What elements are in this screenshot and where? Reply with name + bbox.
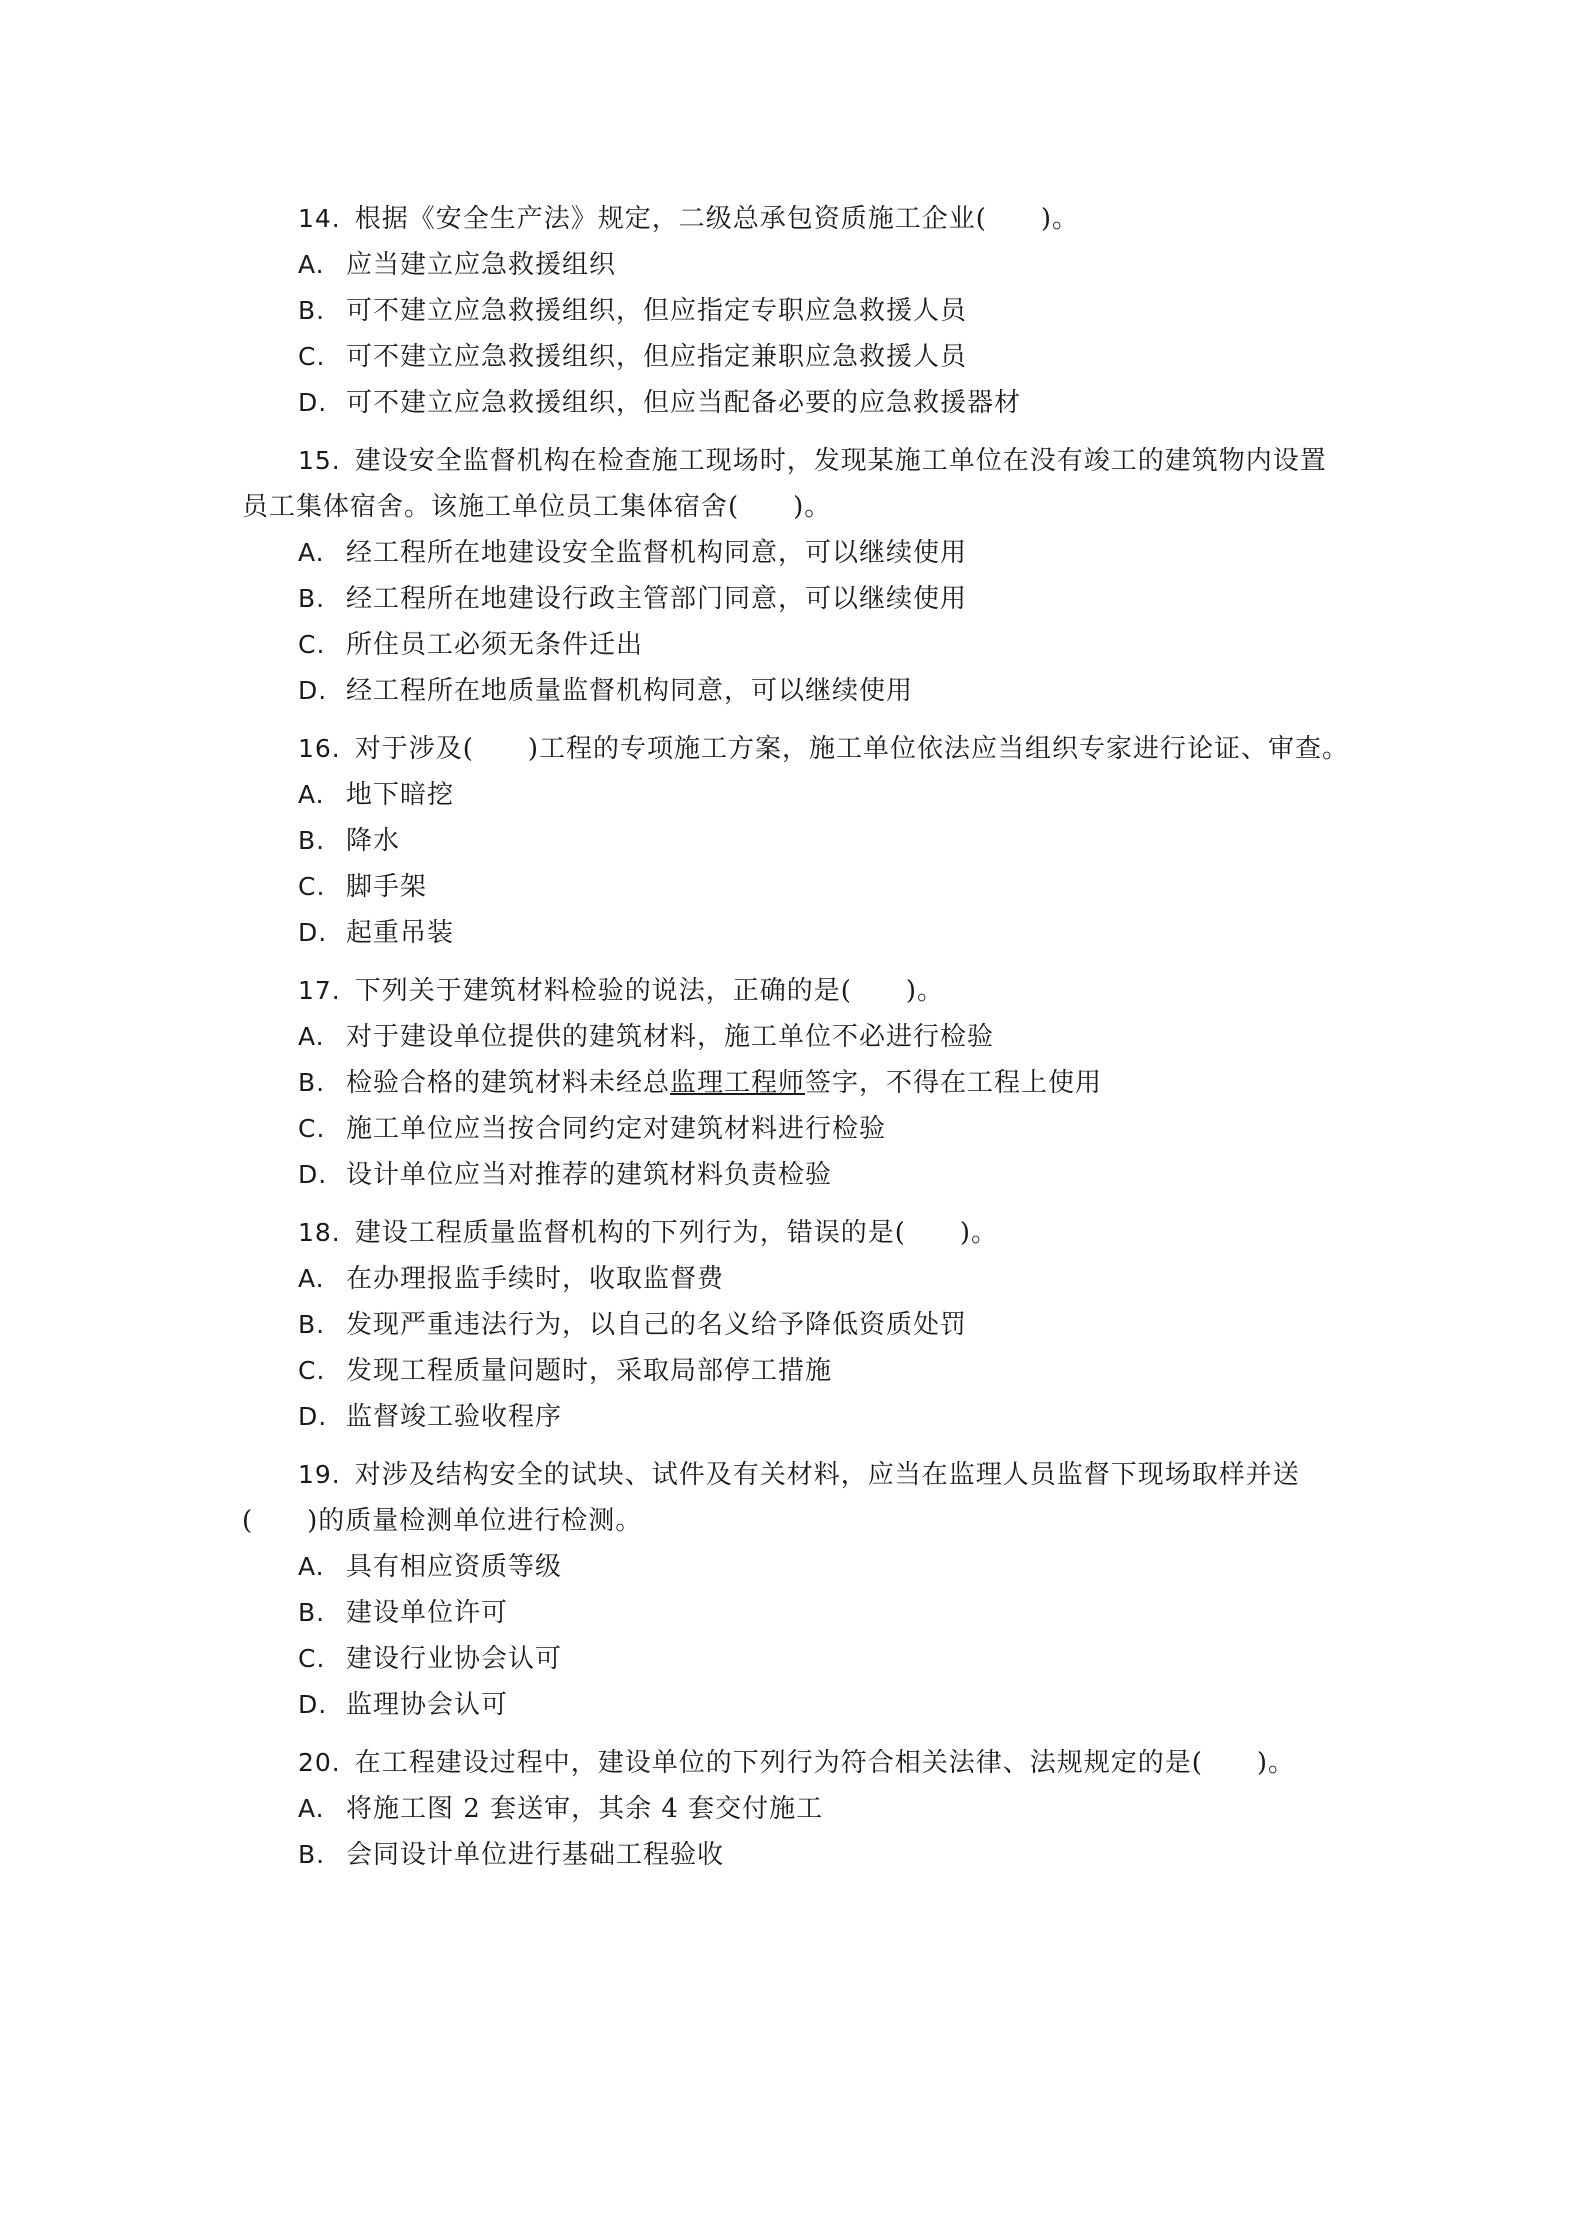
option-c bbox=[242, 334, 1352, 380]
question-stem bbox=[242, 438, 1352, 530]
option-a bbox=[242, 772, 1352, 818]
question-number: 19. bbox=[298, 1460, 341, 1489]
question-stem bbox=[242, 1740, 1352, 1786]
option-letter: B. bbox=[298, 1598, 326, 1627]
question-text: 建设安全监督机构在检查施工现场时，发现某施工单位在没有竣工的建筑物内设置员工集体宿舍。该施工单位员工集体宿舍( )。 bbox=[242, 446, 1327, 522]
option-text: 具有相应资质等级 bbox=[346, 1552, 563, 1582]
option-text: 可不建立应急救援组织，但应当配备必要的应急救援器材 bbox=[346, 388, 1022, 418]
option-text: 对于建设单位提供的建筑材料，施工单位不必进行检验 bbox=[346, 1022, 995, 1052]
option-letter: C. bbox=[298, 1356, 326, 1385]
option-text: 建设行业协会认可 bbox=[346, 1644, 563, 1674]
option-text: 经工程所在地建设行政主管部门同意，可以继续使用 bbox=[346, 584, 968, 614]
option-text: 会同设计单位进行基础工程验收 bbox=[346, 1840, 725, 1870]
option-d bbox=[242, 1394, 1352, 1440]
option-letter: B. bbox=[298, 1840, 326, 1869]
option-letter: D. bbox=[298, 1160, 328, 1189]
option-text: 经工程所在地质量监督机构同意，可以继续使用 bbox=[346, 676, 914, 706]
question-stem bbox=[242, 1452, 1352, 1544]
option-c bbox=[242, 1348, 1352, 1394]
question-14 bbox=[242, 196, 1352, 426]
question-20 bbox=[242, 1740, 1352, 1878]
option-letter: C. bbox=[298, 342, 326, 371]
question-text: 建设工程质量监督机构的下列行为，错误的是( )。 bbox=[354, 1218, 999, 1248]
option-letter: A. bbox=[298, 250, 325, 279]
question-text: 在工程建设过程中，建设单位的下列行为符合相关法律、法规规定的是( )。 bbox=[354, 1748, 1296, 1778]
question-number: 18. bbox=[298, 1218, 341, 1247]
option-text: 建设单位许可 bbox=[346, 1598, 509, 1628]
option-letter: A. bbox=[298, 1264, 325, 1293]
option-c bbox=[242, 1636, 1352, 1682]
option-c bbox=[242, 622, 1352, 668]
option-letter: D. bbox=[298, 1402, 328, 1431]
option-letter: B. bbox=[298, 296, 326, 325]
option-letter: D. bbox=[298, 1690, 328, 1719]
question-stem bbox=[242, 726, 1352, 772]
option-b bbox=[242, 288, 1352, 334]
option-letter: A. bbox=[298, 1022, 325, 1051]
option-text: 发现工程质量问题时，采取局部停工措施 bbox=[346, 1356, 833, 1386]
option-letter: D. bbox=[298, 388, 328, 417]
option-text-continued: 签字，不得在工程上使用 bbox=[805, 1068, 1103, 1098]
option-b bbox=[242, 1590, 1352, 1636]
question-text: 对涉及结构安全的试块、试件及有关材料，应当在监理人员监督下现场取样并送( )的质量检测单位进行检测。 bbox=[242, 1460, 1300, 1536]
option-letter: A. bbox=[298, 1794, 325, 1823]
option-text: 所住员工必须无条件迁出 bbox=[346, 630, 644, 660]
option-c bbox=[242, 1106, 1352, 1152]
question-stem bbox=[242, 1210, 1352, 1256]
option-text: 可不建立应急救援组织，但应指定兼职应急救援人员 bbox=[346, 342, 968, 372]
option-d bbox=[242, 380, 1352, 426]
option-b bbox=[242, 576, 1352, 622]
option-letter: B. bbox=[298, 1310, 326, 1339]
question-19 bbox=[242, 1452, 1352, 1728]
question-text: 根据《安全生产法》规定，二级总承包资质施工企业( )。 bbox=[354, 204, 1080, 234]
option-letter: B. bbox=[298, 826, 326, 855]
option-letter: A. bbox=[298, 538, 325, 567]
option-d bbox=[242, 910, 1352, 956]
option-text: 设计单位应当对推荐的建筑材料负责检验 bbox=[346, 1160, 833, 1190]
option-d bbox=[242, 1682, 1352, 1728]
option-b bbox=[242, 1060, 1352, 1106]
option-d bbox=[242, 1152, 1352, 1198]
exam-page bbox=[242, 196, 1352, 1890]
option-letter: C. bbox=[298, 1114, 326, 1143]
option-a bbox=[242, 1786, 1352, 1832]
option-text: 将施工图 2 套送审，其余 4 套交付施工 bbox=[346, 1794, 824, 1824]
option-text: 监理协会认可 bbox=[346, 1690, 509, 1720]
question-16 bbox=[242, 726, 1352, 956]
question-number: 14. bbox=[298, 204, 341, 233]
option-text: 起重吊装 bbox=[346, 918, 455, 948]
question-text: 下列关于建筑材料检验的说法，正确的是( )。 bbox=[354, 976, 945, 1006]
option-text: 经工程所在地建设安全监督机构同意，可以继续使用 bbox=[346, 538, 968, 568]
question-number: 17. bbox=[298, 976, 341, 1005]
question-stem bbox=[242, 196, 1352, 242]
option-a bbox=[242, 530, 1352, 576]
question-number: 20. bbox=[298, 1748, 341, 1777]
option-d bbox=[242, 668, 1352, 714]
option-text: 地下暗挖 bbox=[346, 780, 455, 810]
option-letter: C. bbox=[298, 630, 326, 659]
option-text: 在办理报监手续时，收取监督费 bbox=[346, 1264, 725, 1294]
question-18 bbox=[242, 1210, 1352, 1440]
option-text: 应当建立应急救援组织 bbox=[346, 250, 617, 280]
question-number: 15. bbox=[298, 446, 341, 475]
option-text: 脚手架 bbox=[346, 872, 428, 902]
option-letter: A. bbox=[298, 780, 325, 809]
question-15 bbox=[242, 438, 1352, 714]
option-b bbox=[242, 818, 1352, 864]
option-letter: C. bbox=[298, 872, 326, 901]
option-text: 监督竣工验收程序 bbox=[346, 1402, 563, 1432]
option-text: 发现严重违法行为，以自己的名义给予降低资质处罚 bbox=[346, 1310, 968, 1340]
option-b bbox=[242, 1302, 1352, 1348]
option-letter: C. bbox=[298, 1644, 326, 1673]
question-number: 16. bbox=[298, 734, 341, 763]
option-text: 可不建立应急救援组织，但应指定专职应急救援人员 bbox=[346, 296, 968, 326]
option-c bbox=[242, 864, 1352, 910]
option-a bbox=[242, 242, 1352, 288]
option-b bbox=[242, 1832, 1352, 1878]
option-a bbox=[242, 1544, 1352, 1590]
option-letter: B. bbox=[298, 1068, 326, 1097]
question-text: 对于涉及( )工程的专项施工方案，施工单位依法应当组织专家进行论证、审查。 bbox=[354, 734, 1350, 764]
option-text: 降水 bbox=[346, 826, 401, 856]
option-a bbox=[242, 1256, 1352, 1302]
option-text: 检验合格的建筑材料未经总 bbox=[346, 1068, 671, 1098]
question-17 bbox=[242, 968, 1352, 1198]
option-letter: D. bbox=[298, 676, 328, 705]
underlined-text: 监理工程师 bbox=[670, 1068, 806, 1098]
question-stem bbox=[242, 968, 1352, 1014]
option-a bbox=[242, 1014, 1352, 1060]
option-text: 施工单位应当按合同约定对建筑材料进行检验 bbox=[346, 1114, 887, 1144]
option-letter: A. bbox=[298, 1552, 325, 1581]
option-letter: D. bbox=[298, 918, 328, 947]
option-letter: B. bbox=[298, 584, 326, 613]
